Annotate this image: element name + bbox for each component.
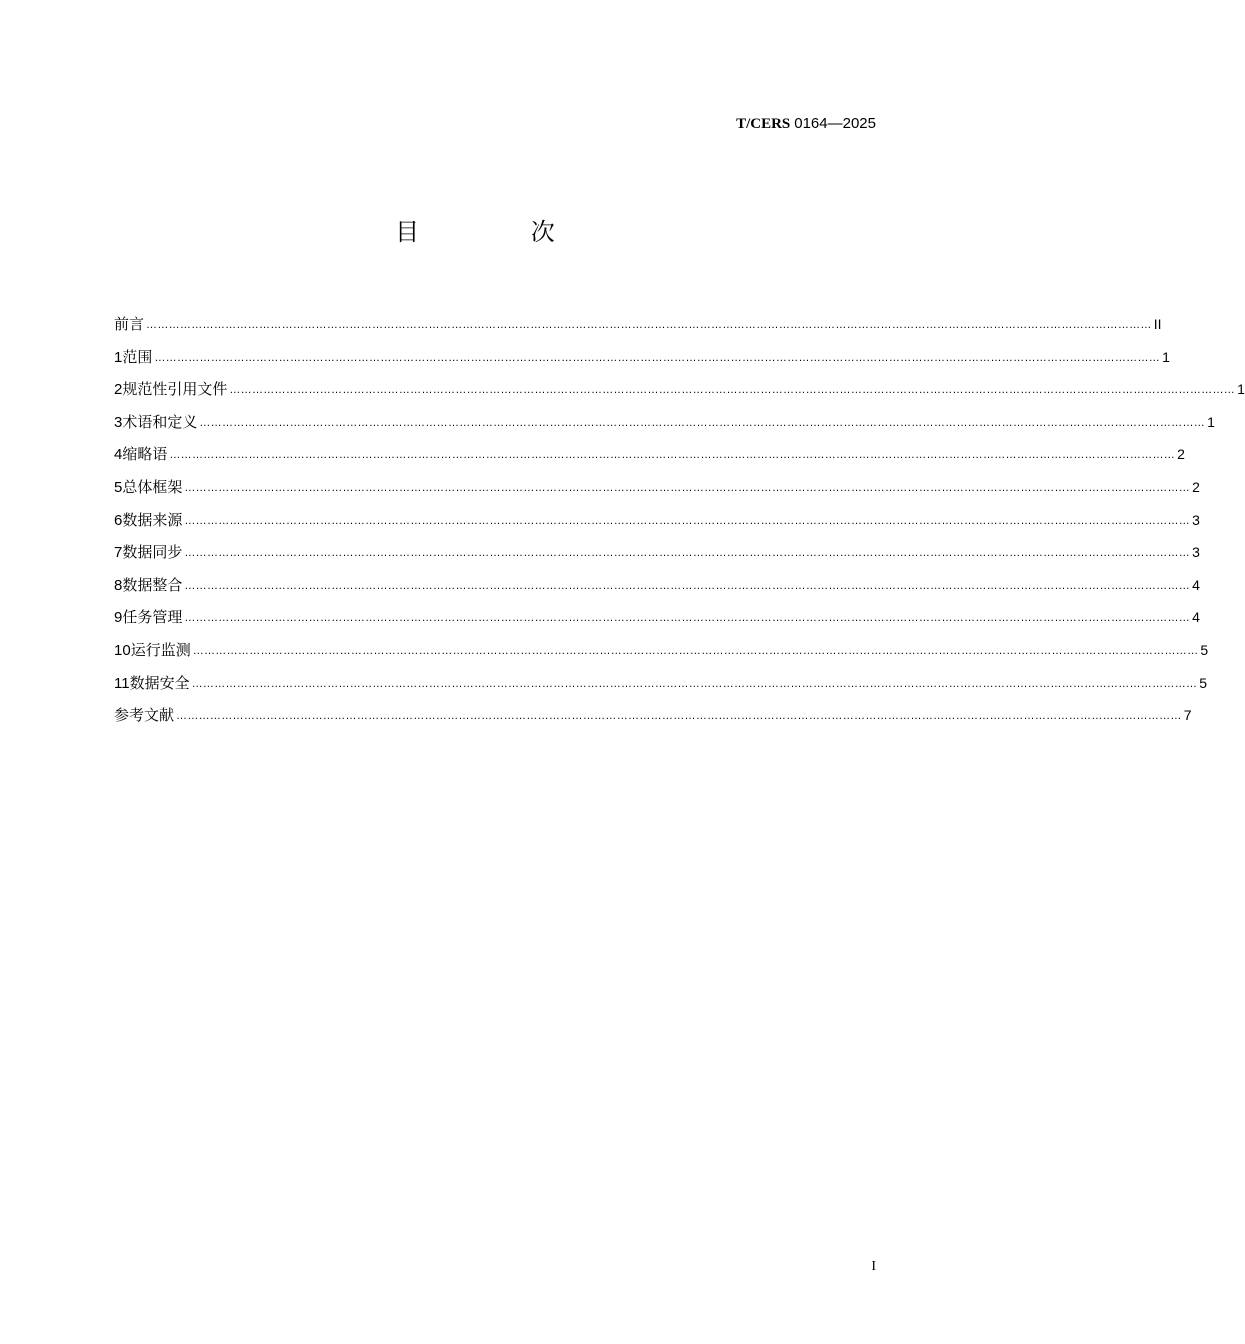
toc-entry-page: 7: [1183, 707, 1192, 724]
toc-title: 目 次: [395, 218, 607, 246]
toc-entry-page: 1: [1207, 413, 1215, 430]
toc-entry-label: 数据整合: [122, 575, 183, 594]
toc-entry-number: 3: [114, 413, 123, 431]
toc-entry-label: 参考文献: [114, 706, 175, 725]
toc-entry-page: 4: [1192, 609, 1200, 626]
toc-entry-page: 1: [1237, 381, 1245, 398]
document-code-prefix: T/CERS: [736, 116, 791, 132]
table-of-contents: [114, 308, 1245, 732]
toc-leader-dots: ……………………………………………………………………………………………………………………………………………………………………………………………………………………………………………: [184, 481, 1191, 494]
toc-entry-overall-framework[interactable]: [114, 471, 1200, 504]
toc-entry-data-sources[interactable]: [114, 504, 1200, 537]
toc-entry-data-integration[interactable]: [114, 569, 1200, 602]
toc-entry-foreword[interactable]: [114, 308, 1162, 341]
toc-entry-label: 规范性引用文件: [122, 380, 228, 399]
toc-entry-normative-references[interactable]: [114, 373, 1245, 406]
toc-entry-number: 1: [114, 348, 123, 366]
toc-entry-page: 3: [1192, 511, 1200, 528]
toc-entry-label: 数据安全: [129, 673, 190, 692]
toc-entry-data-sync[interactable]: [114, 536, 1200, 569]
toc-entry-number: 4: [114, 446, 123, 464]
toc-leader-dots: ……………………………………………………………………………………………………………………………………………………………………………………………………………………………………………: [184, 612, 1191, 625]
toc-entry-label: 总体框架: [122, 477, 183, 496]
toc-entry-label: 范围: [122, 347, 153, 366]
toc-entry-terms-definitions[interactable]: [114, 406, 1215, 439]
toc-entry-page: 2: [1177, 446, 1185, 463]
toc-entry-label: 前言: [114, 315, 145, 333]
toc-entry-page: 3: [1192, 544, 1200, 561]
toc-entry-label: 术语和定义: [122, 412, 198, 431]
toc-leader-dots: ……………………………………………………………………………………………………………………………………………………………………………………………………………………………………………: [229, 384, 1236, 397]
toc-entry-label: 缩略语: [122, 445, 168, 464]
toc-leader-dots: ……………………………………………………………………………………………………………………………………………………………………………………………………………………………………………: [176, 710, 1182, 723]
toc-leader-dots: ……………………………………………………………………………………………………………………………………………………………………………………………………………………………………………: [146, 319, 1152, 331]
toc-entry-bibliography[interactable]: [114, 699, 1192, 732]
toc-entry-label: 数据同步: [122, 543, 183, 562]
toc-entry-scope[interactable]: [114, 341, 1170, 374]
toc-entry-number: 11: [114, 674, 130, 692]
toc-leader-dots: ……………………………………………………………………………………………………………………………………………………………………………………………………………………………………………: [191, 677, 1198, 690]
toc-entry-number: 7: [114, 544, 123, 562]
toc-entry-number: 2: [114, 381, 123, 399]
toc-entry-abbreviations[interactable]: [114, 438, 1185, 471]
toc-leader-dots: ……………………………………………………………………………………………………………………………………………………………………………………………………………………………………………: [192, 644, 1199, 657]
toc-leader-dots: ……………………………………………………………………………………………………………………………………………………………………………………………………………………………………………: [154, 351, 1161, 364]
toc-leader-dots: ……………………………………………………………………………………………………………………………………………………………………………………………………………………………………………: [169, 449, 1176, 462]
toc-entry-number: 10: [114, 641, 131, 659]
toc-entry-number: 8: [114, 576, 123, 594]
toc-entry-number: 5: [114, 478, 123, 496]
toc-entry-number: 9: [114, 609, 123, 627]
toc-entry-label: 任务管理: [122, 608, 183, 627]
toc-leader-dots: ……………………………………………………………………………………………………………………………………………………………………………………………………………………………………………: [184, 579, 1191, 592]
page-number: I: [871, 1259, 876, 1274]
toc-entry-page: 5: [1199, 674, 1208, 691]
toc-entry-page: 5: [1200, 641, 1209, 658]
document-code-number: 0164—2025: [794, 115, 876, 132]
toc-entry-number: 6: [114, 511, 123, 529]
document-code: [736, 114, 876, 133]
toc-entry-operation-monitoring[interactable]: [114, 634, 1209, 667]
toc-entry-page: 4: [1192, 576, 1200, 593]
toc-leader-dots: ……………………………………………………………………………………………………………………………………………………………………………………………………………………………………………: [199, 416, 1206, 429]
toc-leader-dots: ……………………………………………………………………………………………………………………………………………………………………………………………………………………………………………: [184, 514, 1191, 527]
toc-entry-page: II: [1153, 316, 1162, 332]
toc-leader-dots: ……………………………………………………………………………………………………………………………………………………………………………………………………………………………………………: [184, 547, 1191, 560]
toc-entry-page: 2: [1192, 478, 1200, 495]
toc-entry-label: 数据来源: [122, 510, 183, 529]
toc-entry-label: 运行监测: [130, 640, 191, 659]
toc-entry-page: 1: [1162, 348, 1170, 365]
toc-entry-task-management[interactable]: [114, 601, 1200, 634]
toc-entry-data-security[interactable]: [114, 667, 1208, 700]
